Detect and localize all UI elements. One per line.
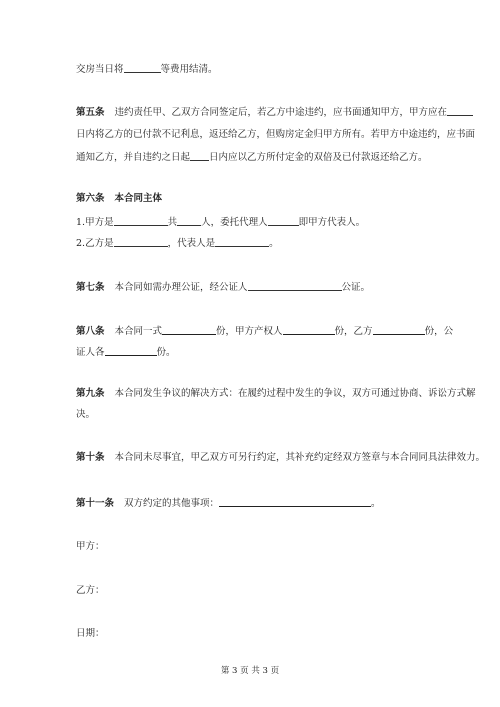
article-11-line [76, 496, 381, 510]
text-segment: 证人各 [76, 347, 105, 358]
signature-party-b [76, 585, 105, 597]
blank-field[interactable] [447, 105, 473, 116]
blank-field[interactable] [283, 324, 335, 335]
blank-field[interactable] [124, 62, 161, 73]
blank-field[interactable] [219, 496, 371, 507]
article-9-heading: 第九条 [76, 388, 105, 399]
blank-field[interactable] [373, 324, 425, 335]
text-segment: 公证。 [341, 282, 371, 293]
article-6-item-1 [76, 215, 365, 229]
text-segment: 本合同如需办理公证，经公证人 [114, 282, 248, 293]
blank-field[interactable] [215, 236, 269, 247]
article-8-heading: 第八条 [76, 326, 105, 337]
article-7-line [76, 280, 370, 294]
paragraph-payment-settlement [76, 62, 218, 76]
article-10-line [76, 452, 485, 464]
blank-field[interactable] [190, 150, 209, 161]
text-segment: 交房当日将 [76, 64, 124, 75]
party-b-label: 乙方： [76, 585, 105, 596]
blank-field[interactable] [162, 324, 216, 335]
article-10-heading: 第十条 [76, 452, 105, 463]
blank-field[interactable] [114, 215, 168, 226]
article-9-line-2 [76, 409, 95, 421]
article-6-heading: 第六条 [76, 193, 105, 204]
article-9-line-1 [76, 388, 476, 400]
article-5-line-1 [76, 105, 473, 119]
blank-field[interactable] [177, 215, 201, 226]
text-segment: 日内将乙方的已付款不记利息，返还给乙方，但购房定金归甲方所有。若甲方中途违约，应书面 [76, 129, 476, 140]
signature-party-a [76, 541, 105, 553]
text-segment: 。 [371, 498, 381, 509]
text-segment: 份，甲方产权人 [216, 326, 283, 337]
article-5-heading: 第五条 [76, 107, 105, 118]
party-a-label: 甲方： [76, 541, 105, 552]
text-segment: 。 [269, 238, 279, 249]
text-segment: 决。 [76, 409, 96, 420]
text-segment: 份，公 [424, 326, 454, 337]
text-segment: 等费用结清。 [160, 64, 218, 75]
article-8-line-2 [76, 345, 176, 359]
page-number-footer: 第 3 页 共 3 页 [220, 666, 280, 676]
article-5-line-2 [76, 129, 475, 141]
text-segment: 人，委托代理人 [201, 217, 268, 228]
text-segment: 2.乙方是 [76, 238, 114, 249]
text-segment: 1.甲方是 [76, 217, 114, 228]
article-8-line-1 [76, 324, 453, 338]
article-6-item-2 [76, 236, 279, 250]
text-segment: 违约责任甲、乙双方合同签定后，若乙方中途违约，应书面通知甲方，甲方应在 [114, 107, 448, 118]
text-segment: ，代表人是 [167, 238, 216, 249]
date-label: 日期： [76, 628, 105, 639]
text-segment: 份，乙方 [334, 326, 373, 337]
text-segment: 即甲方代表人。 [298, 217, 366, 228]
signature-date [76, 628, 105, 640]
text-segment: 本合同发生争议的解决方式：在履约过程中发生的争议，双方可通过协商、诉讼方式解 [114, 388, 476, 399]
article-5-line-3 [76, 150, 428, 164]
article-6-title-line [76, 193, 162, 205]
text-segment: 共 [167, 217, 178, 228]
blank-field[interactable] [105, 345, 157, 356]
text-segment: 份。 [156, 347, 176, 358]
blank-field[interactable] [268, 215, 299, 226]
text-segment: 日内应以乙方所付定金的双倍及已付款返还给乙方。 [209, 152, 428, 163]
text-segment: 本合同未尽事宜，甲乙双方可另行约定，其补充约定经双方签章与本合同同具法律效力。 [114, 452, 486, 463]
blank-field[interactable] [114, 236, 168, 247]
text-segment: 双方约定的其他事项： [124, 498, 220, 509]
article-7-heading: 第七条 [76, 282, 105, 293]
article-6-title: 本合同主体 [114, 193, 163, 204]
article-11-heading: 第十一条 [76, 498, 115, 509]
text-segment: 通知乙方，并自违约之日起 [76, 152, 191, 163]
text-segment: 本合同一式 [114, 326, 163, 337]
blank-field[interactable] [248, 280, 342, 291]
